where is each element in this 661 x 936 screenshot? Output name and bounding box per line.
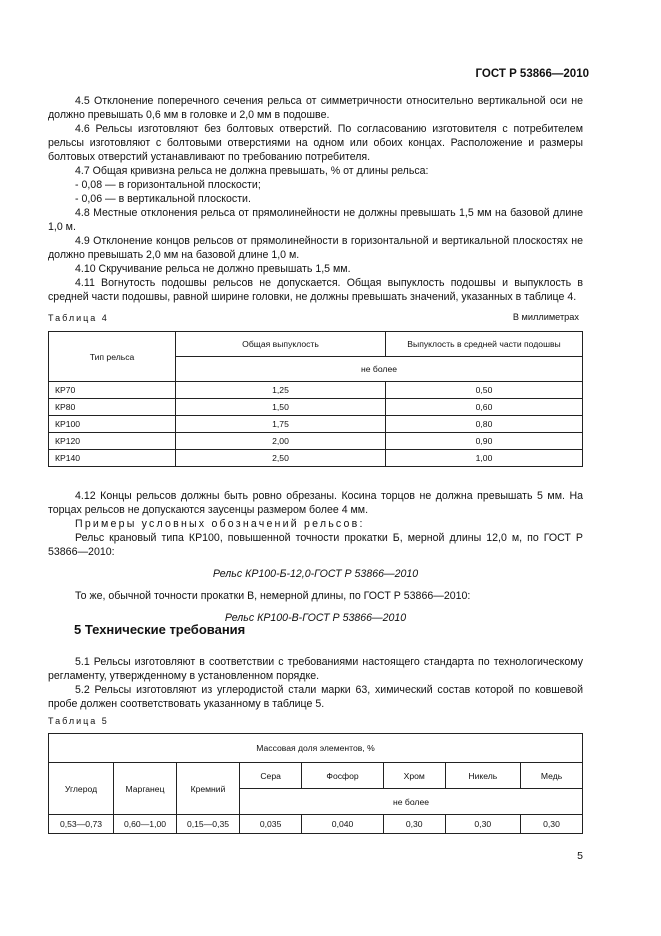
paragraph-4-6: 4.6 Рельсы изготовляют без болтовых отверстий. По согласованию изготовителя с потребителем рельсы изготовляют с болтовыми отверстиями на одном или обоих концах. Расположение и размеры болтовых отверстий устанавливают по требованию потребителя. (48, 123, 583, 163)
list-item-4-7-horizontal: - 0,08 — в горизонтальной плоскости; (75, 179, 261, 191)
table-row: КР140 (49, 450, 176, 467)
table-row: КР80 (49, 399, 176, 416)
table-5-value-sulfur: 0,035 (240, 815, 302, 834)
paragraph-4-11: 4.11 Вогнутость подошвы рельсов не допускается. Общая выпуклость подошвы и выпуклость в средней части подошвы, равной ширине головки, не должны превышать значений, указанных в таблице 4. (48, 277, 583, 303)
table-cell: 0,80 (386, 416, 583, 433)
paragraph-5-2: 5.2 Рельсы изготовляют из углеродистой стали марки 63, химический состав которой по ковшевой пробе должен соответствовать указанному в таблице 5. (48, 684, 583, 710)
paragraph-4-8: 4.8 Местные отклонения рельса от прямолинейности не должны превышать 1,5 мм на базовой длине 1,0 м. (48, 207, 583, 233)
table-5-value-manganese: 0,60—1,00 (114, 815, 177, 834)
table-5-value-chromium: 0,30 (383, 815, 445, 834)
table-5-value-carbon: 0,53—0,73 (49, 815, 114, 834)
table-cell: 1,25 (176, 382, 386, 399)
table-4-header-middle: Выпуклость в средней части подошвы (386, 332, 583, 357)
paragraph-5-1: 5.1 Рельсы изготовляют в соответствии с требованиями настоящего стандарта по технологическому регламенту, утвержденному в установленном порядке. (48, 656, 583, 682)
table-cell: 1,50 (176, 399, 386, 416)
table-5-header-sulfur: Сера (240, 763, 302, 789)
table-4-header-total: Общая выпуклость (176, 332, 386, 357)
table-5-value-copper: 0,30 (521, 815, 583, 834)
table-4 (48, 331, 583, 467)
example-2-designation: Рельс КР100-В-ГОСТ Р 53866—2010 (224, 612, 407, 624)
table-row: КР100 (49, 416, 176, 433)
list-item-4-7-vertical: - 0,06 — в вертикальной плоскости. (75, 193, 251, 205)
paragraph-4-7: 4.7 Общая кривизна рельса не должна превышать, % от длины рельса: (75, 165, 429, 177)
paragraph-4-5: 4.5 Отклонение поперечного сечения рельса от симметричности относительно вертикальной оси не должно превышать 0,6 мм в головке и 2,0 мм в подошве. (48, 95, 583, 121)
table-4-header-type: Тип рельса (49, 332, 176, 382)
table-5-header-manganese: Марганец (114, 763, 177, 815)
table-5-caption: Таблица 5 (48, 716, 109, 726)
table-cell: 1,00 (386, 450, 583, 467)
table-4-header-not-more: не более (176, 357, 583, 382)
table-row: КР70 (49, 382, 176, 399)
table-5-header-not-more: не более (240, 789, 583, 815)
table-row: КР120 (49, 433, 176, 450)
table-5-value-silicon: 0,15—0,35 (177, 815, 240, 834)
table-cell: 1,75 (176, 416, 386, 433)
page-number: 5 (577, 850, 583, 862)
table-5-header-copper: Медь (521, 763, 583, 789)
paragraph-4-12: 4.12 Концы рельсов должны быть ровно обрезаны. Косина торцов не должна превышать 5 мм. На торцах рельсов не допускаются заусенцы размером более 4 мм. (48, 490, 583, 516)
body-text-block-2 (48, 489, 583, 625)
table-5-value-phosphorus: 0,040 (302, 815, 384, 834)
table-cell: 2,00 (176, 433, 386, 450)
paragraph-4-10: 4.10 Скручивание рельса не должно превышать 1,5 мм. (75, 263, 351, 275)
examples-heading: Примеры условных обозначений рельсов: (75, 518, 365, 530)
table-cell: 0,50 (386, 382, 583, 399)
table-cell: 2,50 (176, 450, 386, 467)
table-5 (48, 733, 583, 834)
table-cell: 0,90 (386, 433, 583, 450)
paragraph-4-9: 4.9 Отклонение концов рельсов от прямолинейности в горизонтальной и вертикальной плоскостях не должно превышать 2,0 мм на базовой длине 1,0 м. (48, 235, 583, 261)
example-1-text: Рельс крановый типа КР100, повышенной точности прокатки Б, мерной длины 12,0 м, по ГОСТ Р 53866—2010: (48, 532, 583, 558)
table-5-value-nickel: 0,30 (445, 815, 520, 834)
document-code-header: ГОСТ Р 53866—2010 (475, 68, 589, 80)
example-2-text: То же, обычной точности прокатки В, немерной длины, по ГОСТ Р 53866—2010: (75, 590, 471, 602)
table-cell: 0,60 (386, 399, 583, 416)
table-5-header-mass: Массовая доля элементов, % (49, 734, 583, 763)
table-5-header-phosphorus: Фосфор (302, 763, 384, 789)
table-5-header-silicon: Кремний (177, 763, 240, 815)
table-5-header-chromium: Хром (383, 763, 445, 789)
table-4-units: В миллиметрах (512, 312, 579, 322)
section-5-title: 5 Технические требования (74, 622, 246, 637)
body-text-block-3 (48, 655, 583, 711)
example-1-designation: Рельс КР100-Б-12,0-ГОСТ Р 53866—2010 (212, 568, 419, 580)
body-text-block-1 (48, 94, 583, 304)
table-4-caption: Таблица 4 (48, 313, 109, 323)
table-5-header-nickel: Никель (445, 763, 520, 789)
table-5-header-carbon: Углерод (49, 763, 114, 815)
